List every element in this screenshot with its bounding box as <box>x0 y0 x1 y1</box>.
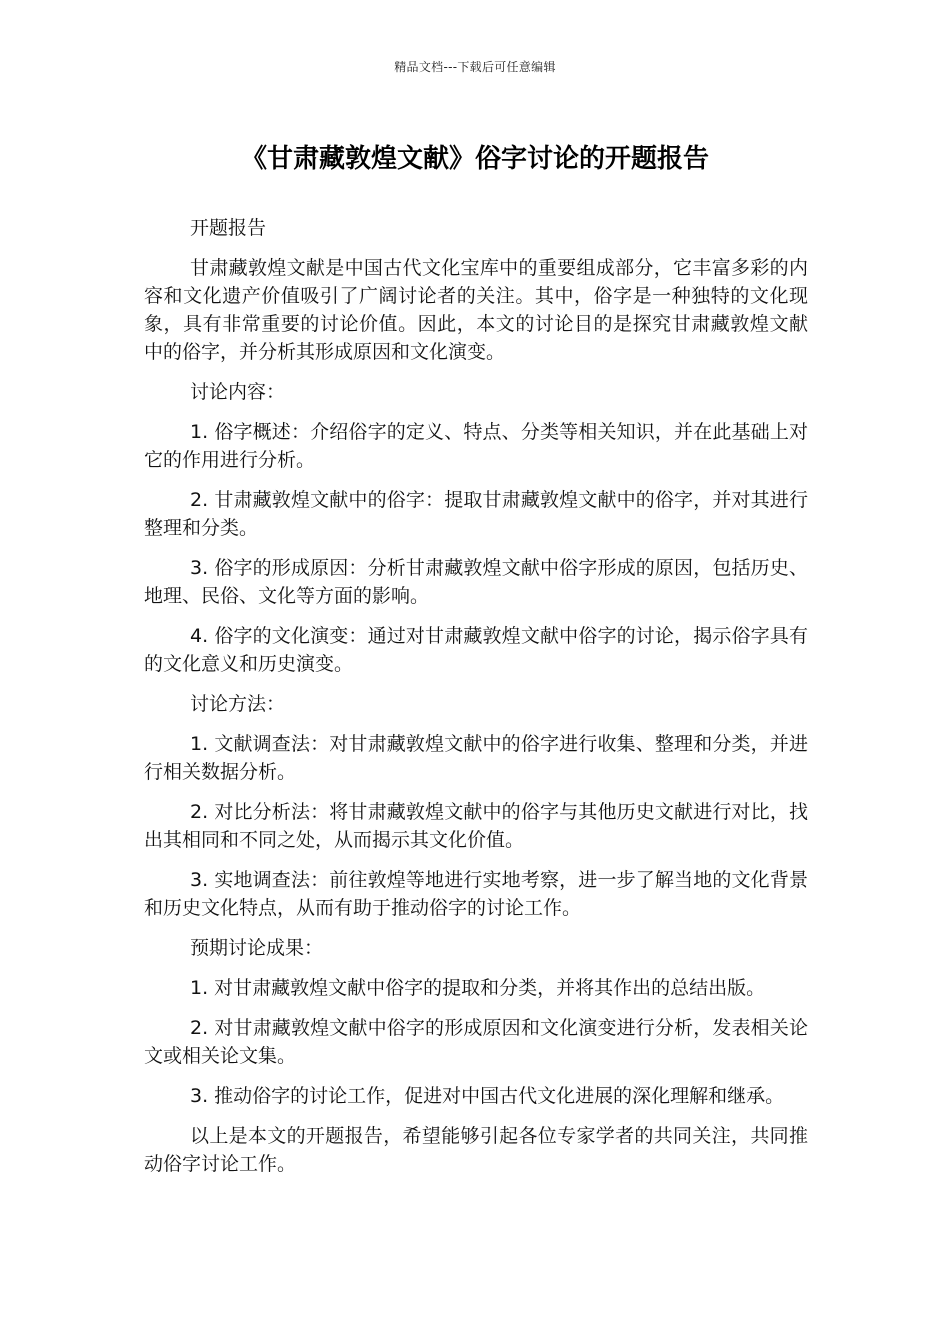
header-note: 精品文档---下载后可任意编辑 <box>394 60 556 74</box>
paragraph-method-item: 3. 实地调查法：前往敦煌等地进行实地考察，进一步了解当地的文化背景和历史文化特点，从而有助于推动俗字的讨论工作。 <box>144 869 808 919</box>
paragraph-results-item: 1. 对甘肃藏敦煌文献中俗字的提取和分类，并将其作出的总结出版。 <box>190 977 766 999</box>
paragraph-method-item: 2. 对比分析法：将甘肃藏敦煌文献中的俗字与其他历史文献进行对比，找出其相同和不同之处，从而揭示其文化价值。 <box>144 801 808 851</box>
document-title: 《甘肃藏敦煌文献》俗字讨论的开题报告 <box>240 144 709 174</box>
paragraph-heading-report: 开题报告 <box>190 217 267 239</box>
paragraph-conclusion: 以上是本文的开题报告，希望能够引起各位专家学者的共同关注，共同推动俗字讨论工作。 <box>144 1125 808 1175</box>
paragraph-content-item: 1. 俗字概述：介绍俗字的定义、特点、分类等相关知识，并在此基础上对它的作用进行分析。 <box>144 421 808 471</box>
paragraph-content-item: 4. 俗字的文化演变：通过对甘肃藏敦煌文献中俗字的讨论，揭示俗字具有的文化意义和历史演变。 <box>144 625 808 675</box>
paragraph-results-item: 2. 对甘肃藏敦煌文献中俗字的形成原因和文化演变进行分析，发表相关论文或相关论文集。 <box>144 1017 808 1067</box>
document-body <box>144 214 808 1190</box>
paragraph-heading-method: 讨论方法： <box>190 693 286 715</box>
paragraph-content-item: 2. 甘肃藏敦煌文献中的俗字：提取甘肃藏敦煌文献中的俗字，并对其进行整理和分类。 <box>144 489 808 539</box>
paragraph-heading-results: 预期讨论成果： <box>190 937 324 959</box>
paragraph-content-item: 3. 俗字的形成原因：分析甘肃藏敦煌文献中俗字形成的原因，包括历史、地理、民俗、文化等方面的影响。 <box>144 557 808 607</box>
paragraph-method-item: 1. 文献调查法：对甘肃藏敦煌文献中的俗字进行收集、整理和分类，并进行相关数据分析。 <box>144 733 808 783</box>
paragraph-results-item: 3. 推动俗字的讨论工作，促进对中国古代文化进展的深化理解和继承。 <box>190 1085 785 1107</box>
paragraph-heading-content: 讨论内容： <box>190 381 286 403</box>
paragraph-intro: 甘肃藏敦煌文献是中国古代文化宝库中的重要组成部分，它丰富多彩的内容和文化遗产价值吸引了广阔讨论者的关注。其中，俗字是一种独特的文化现象，具有非常重要的讨论价值。因此，本文的讨论目的是探究甘肃藏敦煌文献中的俗字，并分析其形成原因和文化演变。 <box>144 257 808 363</box>
